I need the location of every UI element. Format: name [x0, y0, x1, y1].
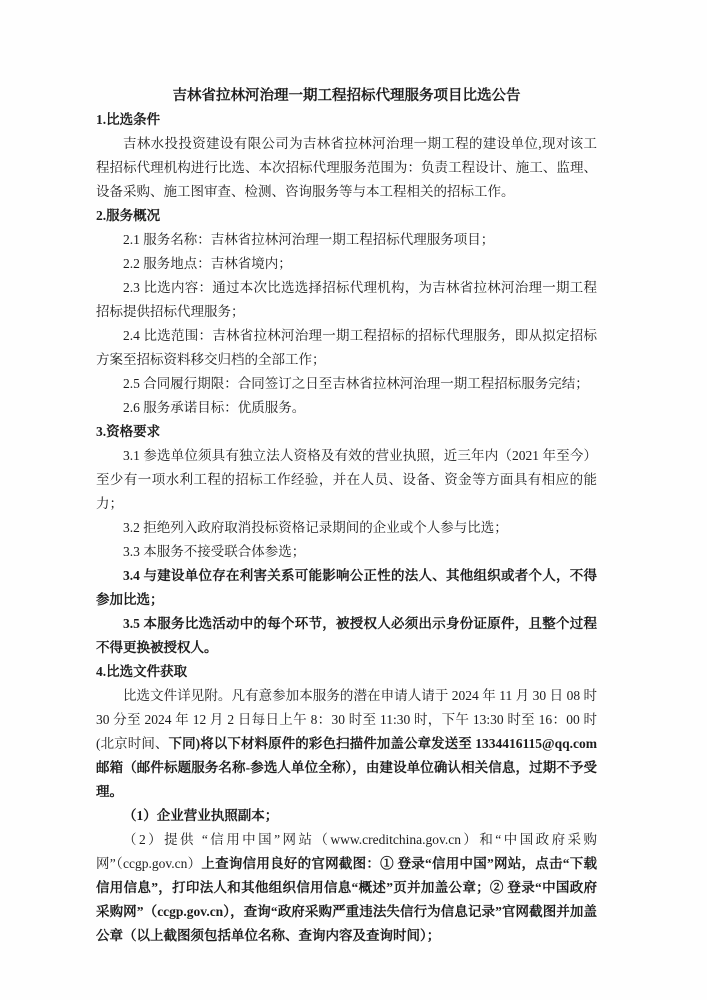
item-2-3 [96, 276, 597, 324]
text-run: 3.3 本服务不接受联合体参选； [123, 544, 306, 559]
attachment-item-1 [96, 804, 597, 828]
section-zige-yaoqiu [96, 420, 597, 660]
text-run: （1）企业营业执照副本； [123, 808, 279, 823]
text-run: 上查询信用良好的官网截图：① 登录“信用中国”网站，点击“下载信用信息”，打印法人和其他组织信用信息“概述”页并加盖公章；② 登录“中国政府采购网”（ccgp.gov.cn），查询“政府采购严重违法失信行为信息记录”官网截图并加盖公章（以上截图须包括单位名称、查询内容及查询时间）； [96, 856, 598, 943]
item-3-4 [96, 564, 597, 612]
item-3-5 [96, 612, 597, 660]
item-2-6 [96, 396, 597, 420]
text-run: 下同)将以下材料原件的彩色扫描件加盖公章发送至 1334416115@qq.com 邮箱（邮件标题服务名称-参选人单位全称），由建设单位确认相关信息，过期不予受理。 [96, 736, 597, 799]
section-bixuan-tiaojian [96, 108, 597, 204]
text-run: 2.3 比选内容：通过本次比选选择招标代理机构，为吉林省拉林河治理一期工程招标提供招标代理服务； [96, 280, 597, 319]
text-run: 3.4 与建设单位存在利害关系可能影响公正性的法人、其他组织或者个人，不得参加比选； [96, 568, 597, 607]
section-1-heading: 1.比选条件 [96, 112, 161, 127]
text-run: 3.5 本服务比选活动中的每个环节，被授权人必须出示身份证原件，且整个过程不得更换被授权人。 [96, 616, 597, 655]
text-run: 比选文件详见附。凡有意参加本服务的潜在申请人请于 2024 年 11 月 30 日 08 时 30 分至 2024 年 12 月 2 日每日上午 8：30 时至 11:30 时，下午 13:30 时至 16：00 时(北京时间、 [96, 688, 597, 751]
item-2-4 [96, 324, 597, 372]
section-4-heading: 4.比选文件获取 [96, 664, 188, 679]
text-run: 2.6 服务承诺目标：优质服务。 [123, 400, 306, 415]
section-2-heading: 2.服务概况 [96, 208, 161, 223]
section-fuwu-gaikuang [96, 204, 597, 420]
section-4-paragraph-1 [96, 684, 597, 804]
document-title: 吉林省拉林河治理一期工程招标代理服务项目比选公告 [172, 88, 521, 104]
item-2-1 [96, 228, 597, 252]
text-run: 3.2 拒绝列入政府取消投标资格记录期间的企业或个人参与比选； [123, 520, 508, 535]
section-wenjian-huoqu [96, 660, 597, 948]
section-3-heading: 3.资格要求 [96, 424, 161, 439]
attachment-item-2 [96, 828, 597, 948]
text-run: 3.1 参选单位须具有独立法人资格及有效的营业执照，近三年内（2021 年至今）至少有一项水利工程的招标工作经验，并在人员、设备、资金等方面具有相应的能力； [96, 448, 597, 511]
text-run: 2.2 服务地点：吉林省境内； [123, 256, 292, 271]
text-run: 吉林水投投资建设有限公司为吉林省拉林河治理一期工程的建设单位,现对该工程招标代理机构进行比选、本次招标代理服务范围为：负责工程设计、施工、监理、设备采购、施工图审查、检测、咨询服务等与本工程相关的招标工作。 [96, 136, 597, 199]
item-2-5 [96, 372, 597, 396]
item-3-2 [96, 516, 597, 540]
item-3-3 [96, 540, 597, 564]
text-run: 2.4 比选范围：吉林省拉林河治理一期工程招标的招标代理服务，即从拟定招标方案至招标资料移交归档的全部工作； [96, 328, 597, 367]
text-run: 2.5 合同履行期限：合同签订之日至吉林省拉林河治理一期工程招标服务完结； [123, 376, 589, 391]
section-1-paragraph-1 [96, 132, 597, 204]
item-3-1 [96, 444, 597, 516]
text-run: （2）提供 “信用中国”网站（www.creditchina.gov.cn）和“中国政府采购网”（ccgp.gov.cn） [96, 832, 597, 871]
item-2-2 [96, 252, 597, 276]
text-run: 2.1 服务名称：吉林省拉林河治理一期工程招标代理服务项目； [123, 232, 495, 247]
